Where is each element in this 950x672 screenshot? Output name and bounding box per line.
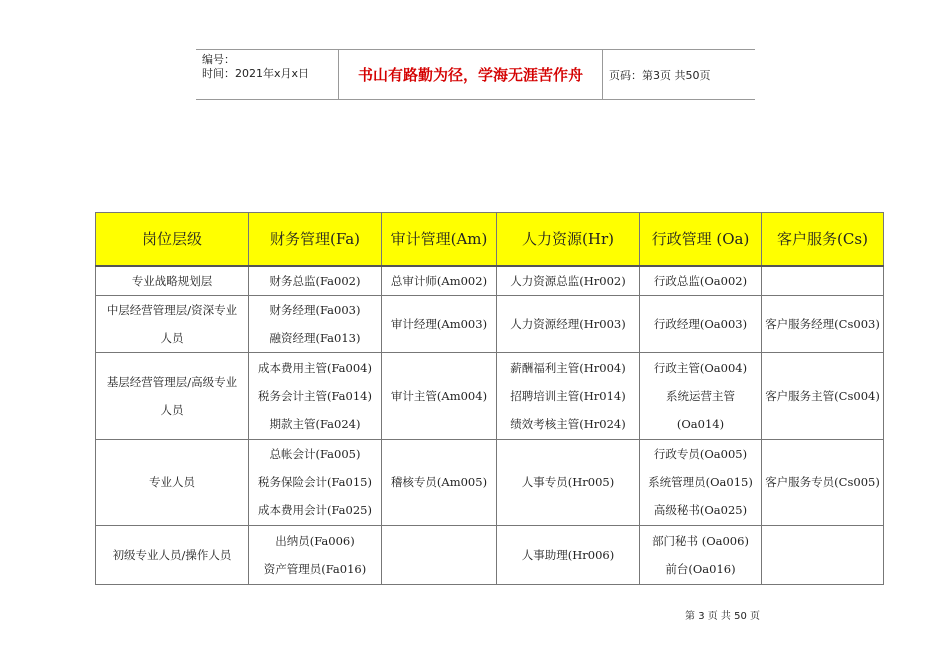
cell-am <box>382 525 497 584</box>
cell-cs <box>762 352 884 439</box>
cell-fa <box>249 266 382 296</box>
cell-line: 人力资源经理(Hr003) <box>510 316 626 331</box>
cell-line: 高级秘书(Oa025) <box>653 503 748 517</box>
cell-hr <box>497 439 640 525</box>
cell-oa <box>640 266 762 296</box>
cell-line: 人事助理(Hr006) <box>521 547 615 562</box>
time-label: 时间：2021年x月x日 <box>202 67 310 80</box>
cell-line: 融资经理(Fa013) <box>269 330 361 345</box>
cell-line: 税务会计主管(Fa014) <box>258 388 372 403</box>
cell-line: 系统管理员(Oa015) <box>648 475 753 489</box>
cell-line: 前台(Oa016) <box>665 561 736 576</box>
number-label: 编号： <box>202 53 235 66</box>
table-row <box>96 295 884 352</box>
cell-level <box>96 352 249 439</box>
cell-am <box>382 352 497 439</box>
cell-fa <box>249 439 382 525</box>
cell-level <box>96 439 249 525</box>
cell-line: 人事专员(Hr005) <box>521 475 615 489</box>
cell-fa <box>249 525 382 584</box>
position-level-table <box>95 212 884 585</box>
cell-line: 行政经理(Oa003) <box>653 316 748 331</box>
table-row <box>96 525 884 584</box>
cell-cs <box>762 525 884 584</box>
cell-line: 薪酬福利主管(Hr004) <box>510 360 626 375</box>
cell-am <box>382 439 497 525</box>
cell-hr <box>497 266 640 296</box>
header-fa: 财务管理(Fa) <box>249 213 382 266</box>
table-row <box>96 266 884 296</box>
cell-line: 财务经理(Fa003) <box>269 302 361 317</box>
page-header <box>196 49 755 100</box>
header-motto: 书山有路勤为径，学海无涯苦作舟 <box>339 50 603 99</box>
cell-line: 总审计师(Am002) <box>390 273 488 288</box>
cell-line: 人力资源总监(Hr002) <box>510 273 626 288</box>
table-row <box>96 439 884 525</box>
cell-line: 期款主管(Fa024) <box>269 416 361 431</box>
cell-line: 财务总监(Fa002) <box>269 273 361 288</box>
cell-line: 客户服务主管(Cs004) <box>765 388 880 403</box>
cell-line: 人员 <box>160 330 184 345</box>
cell-oa <box>640 439 762 525</box>
cell-line: 基层经营管理层/高级专业 <box>106 374 238 389</box>
page-footer: 第 3 页 共 50 页 <box>685 611 760 622</box>
cell-hr <box>497 295 640 352</box>
cell-line: 成本费用主管(Fa004) <box>258 360 372 375</box>
cell-hr <box>497 352 640 439</box>
cell-line: 行政主管(Oa004) <box>653 360 748 375</box>
cell-line: 专业战略规划层 <box>131 273 213 288</box>
cell-line: 绩效考核主管(Hr024) <box>510 416 626 431</box>
cell-line: 客户服务经理(Cs003) <box>765 316 880 331</box>
header-level: 岗位层级 <box>96 213 249 266</box>
cell-line: 中层经营管理层/资深专业 <box>106 302 238 317</box>
cell-oa <box>640 352 762 439</box>
cell-line: 出纳员(Fa006) <box>275 533 355 548</box>
cell-line: 客户服务专员(Cs005) <box>765 475 880 489</box>
cell-line: 专业人员 <box>149 475 195 489</box>
cell-level <box>96 266 249 296</box>
table-header-row <box>96 213 884 266</box>
cell-fa <box>249 295 382 352</box>
cell-line: 部门秘书 (Oa006) <box>652 533 749 548</box>
header-hr: 人力资源(Hr) <box>497 213 640 266</box>
cell-fa <box>249 352 382 439</box>
cell-oa <box>640 295 762 352</box>
header-cs: 客户服务(Cs) <box>762 213 884 266</box>
cell-line: 资产管理员(Fa016) <box>263 561 367 576</box>
cell-cs <box>762 295 884 352</box>
cell-line: 人员 <box>160 402 184 417</box>
cell-line: 税务保险会计(Fa015) <box>258 475 372 489</box>
cell-level <box>96 525 249 584</box>
cell-line: 招聘培训主管(Hr014) <box>510 388 626 403</box>
cell-hr <box>497 525 640 584</box>
cell-line: 系统运营主管 <box>666 388 735 403</box>
cell-line: 初级专业人员/操作人员 <box>112 547 232 562</box>
cell-line: 成本费用会计(Fa025) <box>258 503 372 517</box>
cell-cs <box>762 266 884 296</box>
cell-line: 稽核专员(Am005) <box>390 475 488 489</box>
cell-line: (Oa014) <box>676 416 725 431</box>
cell-cs <box>762 439 884 525</box>
header-oa: 行政管理 (Oa) <box>640 213 762 266</box>
header-meta <box>196 50 339 99</box>
header-page-code: 页码：第3页 共50页 <box>609 68 711 82</box>
cell-line: 总帐会计(Fa005) <box>269 447 361 461</box>
cell-level <box>96 295 249 352</box>
cell-am <box>382 295 497 352</box>
cell-line: 行政专员(Oa005) <box>653 447 748 461</box>
cell-am <box>382 266 497 296</box>
cell-line: 行政总监(Oa002) <box>653 273 748 288</box>
cell-oa <box>640 525 762 584</box>
header-am: 审计管理(Am) <box>382 213 497 266</box>
cell-line: 审计经理(Am003) <box>390 316 488 331</box>
cell-line: 审计主管(Am004) <box>390 388 488 403</box>
table-row <box>96 352 884 439</box>
